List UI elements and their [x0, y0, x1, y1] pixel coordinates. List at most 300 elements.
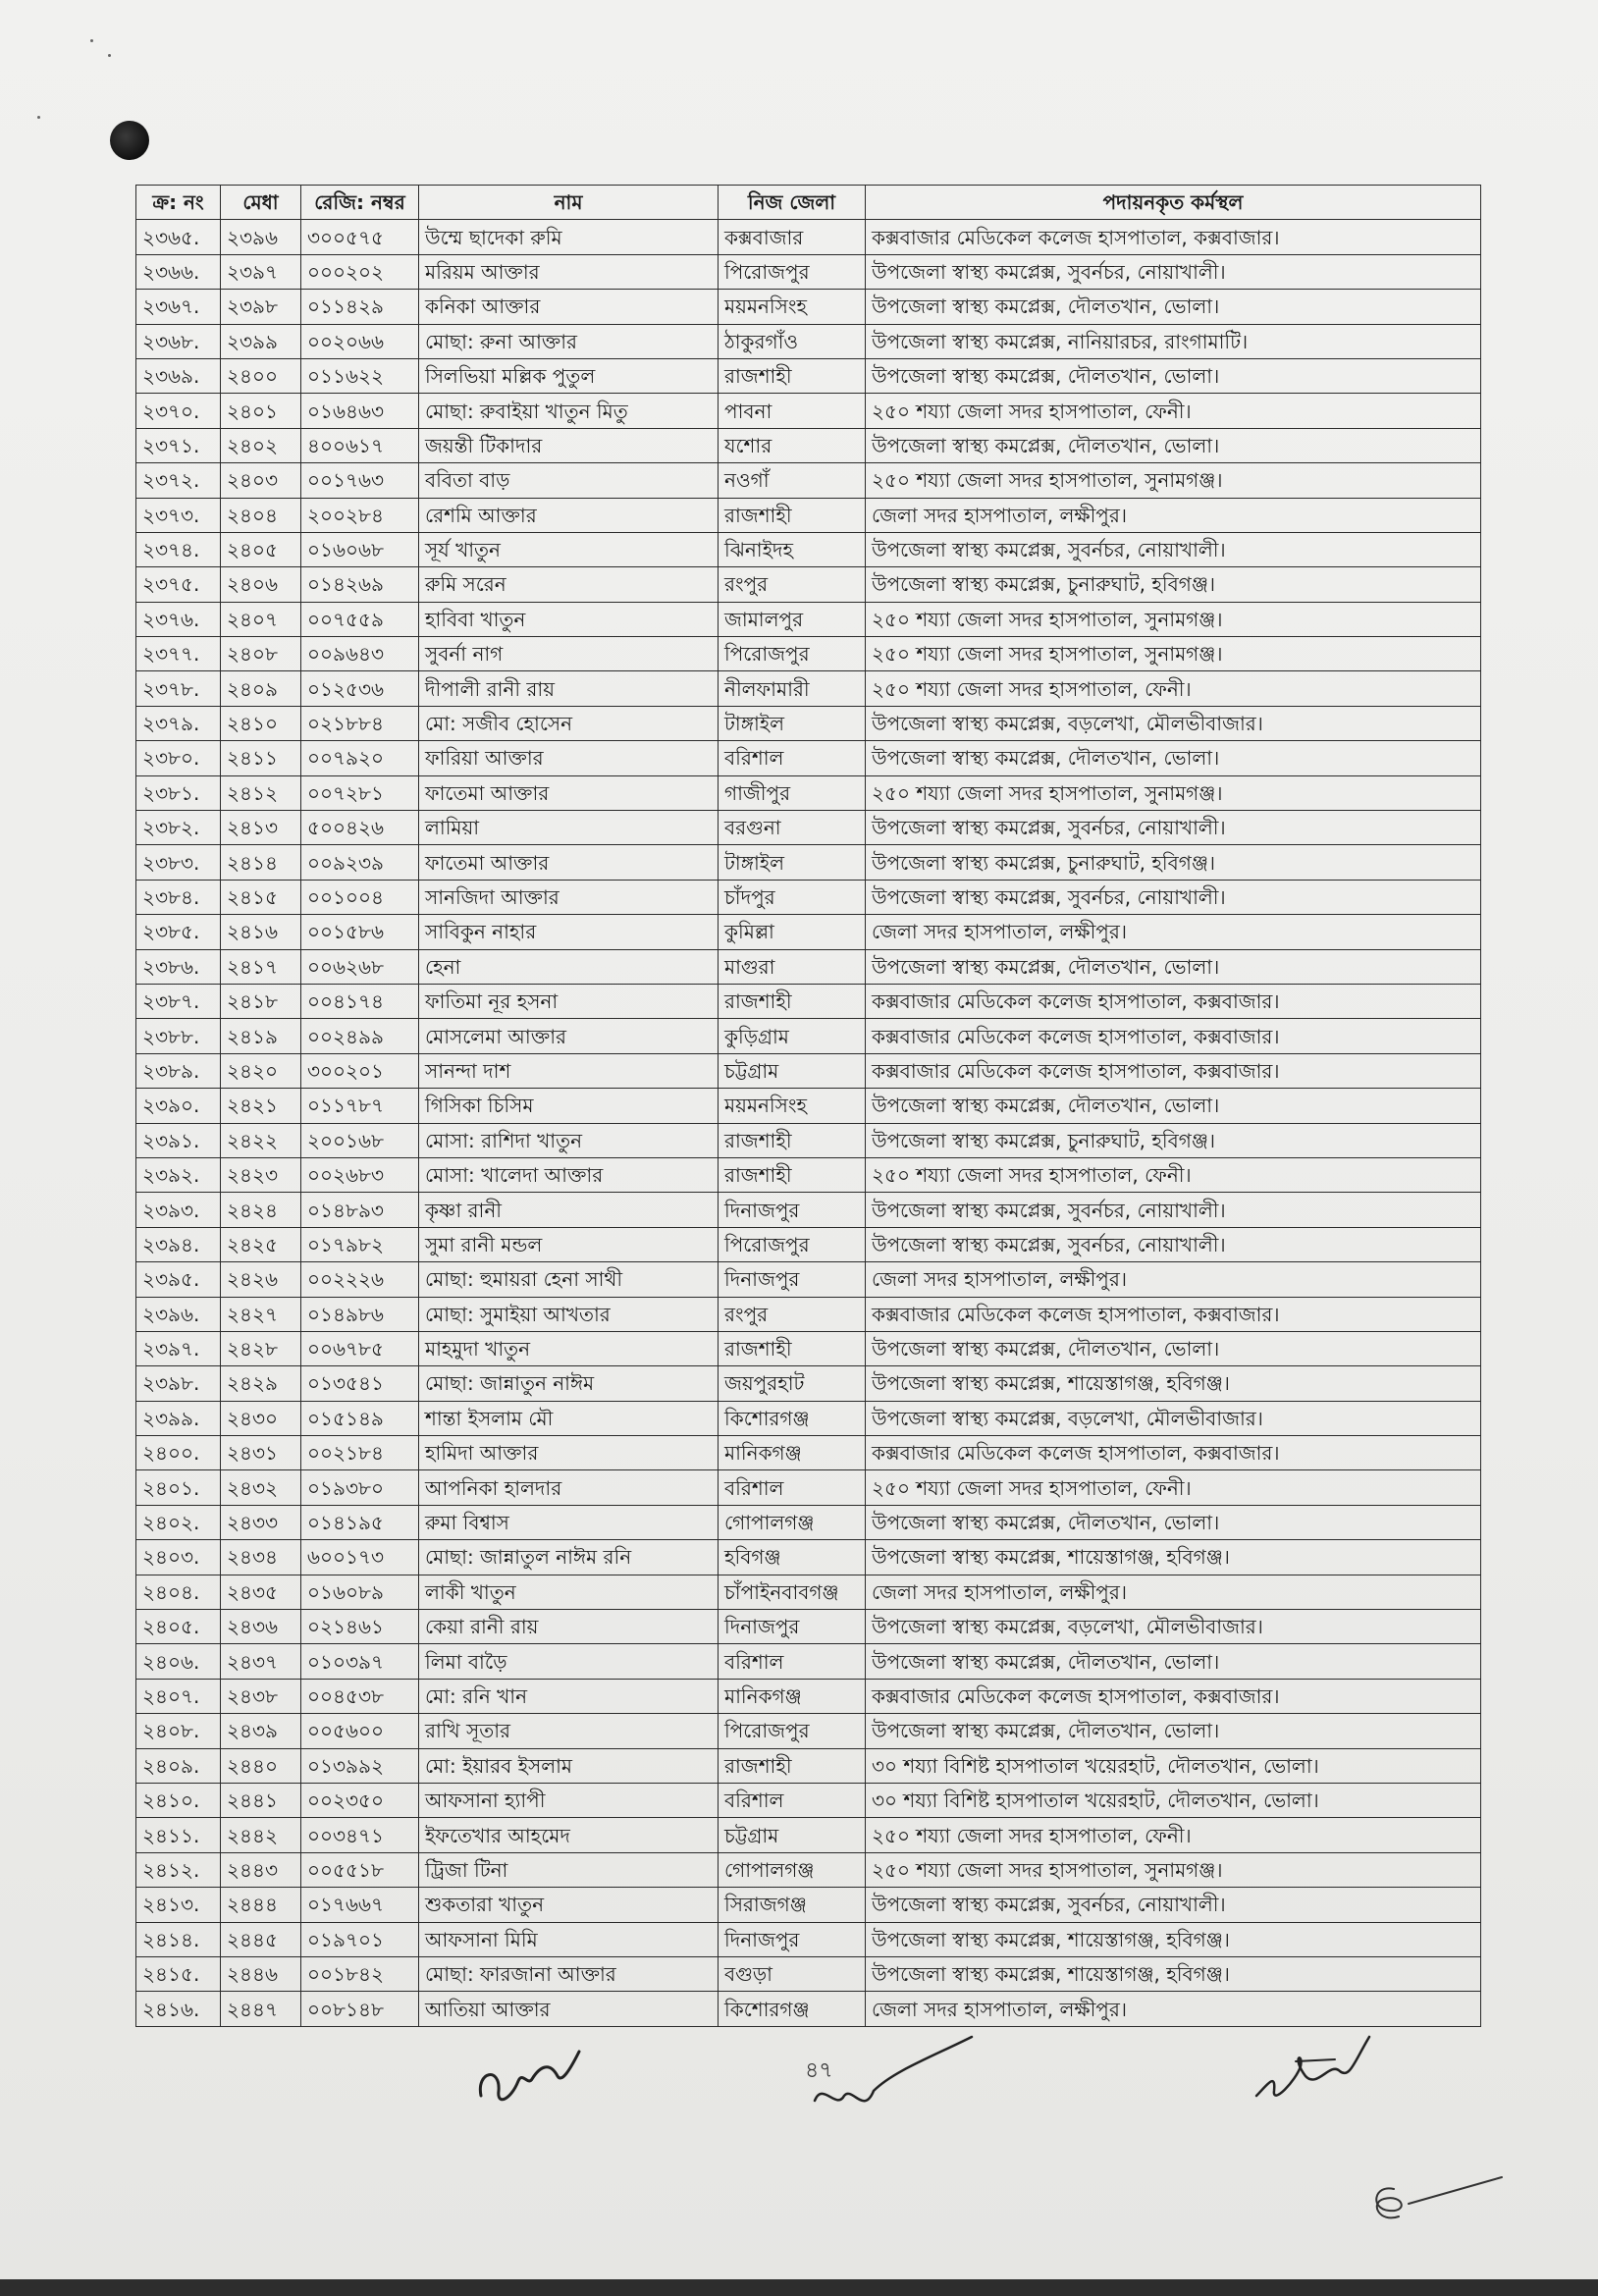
scan-speck	[90, 39, 93, 42]
cell-home-district: রাজশাহী	[719, 1331, 866, 1365]
cell-posting-place: ২৫০ শয্যা জেলা সদর হাসপাতাল, ফেনী।	[866, 671, 1481, 706]
cell-posting-place: উপজেলা স্বাস্থ্য কমপ্লেক্স, নানিয়ারচর, রাংগামাটি।	[866, 324, 1481, 358]
cell-serial: ২৩৮৩.	[136, 845, 221, 880]
cell-serial: ২৩৭৪.	[136, 532, 221, 566]
table-row	[136, 1123, 1481, 1157]
cell-posting-place: উপজেলা স্বাস্থ্য কমপ্লেক্স, বড়লেখা, মৌলভীবাজার।	[866, 1610, 1481, 1644]
cell-home-district: মানিকগঞ্জ	[719, 1679, 866, 1713]
header-reg-number: রেজি: নম্বর	[301, 186, 419, 220]
table-row	[136, 1053, 1481, 1088]
cell-posting-place: উপজেলা স্বাস্থ্য কমপ্লেক্স, চুনারুঘাট, হবিগঞ্জ।	[866, 845, 1481, 880]
table-row	[136, 949, 1481, 984]
cell-name: কেয়া রানী রায়	[419, 1610, 719, 1644]
cell-home-district: রাজশাহী	[719, 1157, 866, 1192]
cell-serial: ২৪০৫.	[136, 1610, 221, 1644]
cell-home-district: কুমিল্লা	[719, 915, 866, 949]
cell-serial: ২৪০১.	[136, 1470, 221, 1505]
cell-merit: ২৪১৬	[221, 915, 301, 949]
header-home-district: নিজ জেলা	[719, 186, 866, 220]
cell-reg-number: ০০২৬৮৩	[301, 1157, 419, 1192]
cell-home-district: চট্টগ্রাম	[719, 1818, 866, 1852]
cell-reg-number: ০০২৪৯৯	[301, 1019, 419, 1053]
cell-reg-number: ০১৬০৬৮	[301, 532, 419, 566]
cell-serial: ২৩৯৯.	[136, 1401, 221, 1435]
cell-serial: ২৩৮৫.	[136, 915, 221, 949]
cell-serial: ২৩৭০.	[136, 394, 221, 428]
cell-merit: ২৪৪৭	[221, 1992, 301, 2026]
cell-serial: ২৩৮৬.	[136, 949, 221, 984]
cell-merit: ২৪১৮	[221, 984, 301, 1018]
cell-reg-number: ০০৮১৪৮	[301, 1992, 419, 2026]
cell-reg-number: ০১১৭৮৭	[301, 1089, 419, 1123]
cell-serial: ২৪১০.	[136, 1783, 221, 1817]
cell-reg-number: ০১৬৪৬৩	[301, 394, 419, 428]
cell-merit: ২৪১৩	[221, 811, 301, 845]
cell-merit: ২৪২২	[221, 1123, 301, 1157]
cell-home-district: রাজশাহী	[719, 498, 866, 532]
table-row	[136, 1714, 1481, 1748]
cell-serial: ২৩৭৫.	[136, 567, 221, 602]
cell-home-district: বরিশাল	[719, 1783, 866, 1817]
cell-posting-place: উপজেলা স্বাস্থ্য কমপ্লেক্স, দৌলতখান, ভোলা।	[866, 1714, 1481, 1748]
cell-serial: ২৩৭৯.	[136, 706, 221, 740]
cell-merit: ২৪৪৩	[221, 1852, 301, 1887]
cell-reg-number: ০১৪৮৯৩	[301, 1193, 419, 1227]
cell-posting-place: উপজেলা স্বাস্থ্য কমপ্লেক্স, দৌলতখান, ভোলা।	[866, 741, 1481, 775]
cell-posting-place: উপজেলা স্বাস্থ্য কমপ্লেক্স, দৌলতখান, ভোলা।	[866, 358, 1481, 393]
cell-name: মোছা: হুমায়রা হেনা সাথী	[419, 1262, 719, 1297]
cell-posting-place: কক্সবাজার মেডিকেল কলেজ হাসপাতাল, কক্সবাজার।	[866, 1053, 1481, 1088]
cell-merit: ২৪১৯	[221, 1019, 301, 1053]
cell-serial: ২৩৭২.	[136, 463, 221, 498]
cell-home-district: কুড়িগ্রাম	[719, 1019, 866, 1053]
cell-reg-number: ০০৫৬০০	[301, 1714, 419, 1748]
cell-serial: ২৩৬৫.	[136, 220, 221, 254]
cell-name: ফারিয়া আক্তার	[419, 741, 719, 775]
cell-merit: ২৪৪০	[221, 1748, 301, 1783]
cell-posting-place: উপজেলা স্বাস্থ্য কমপ্লেক্স, দৌলতখান, ভোলা।	[866, 1505, 1481, 1539]
cell-serial: ২৩৯৬.	[136, 1297, 221, 1331]
cell-posting-place: উপজেলা স্বাস্থ্য কমপ্লেক্স, দৌলতখান, ভোলা।	[866, 949, 1481, 984]
cell-name: ফাতিমা নূর হসনা	[419, 984, 719, 1018]
table-row	[136, 1575, 1481, 1609]
cell-home-district: রাজশাহী	[719, 984, 866, 1018]
cell-merit: ২৪১৭	[221, 949, 301, 984]
table-row	[136, 1470, 1481, 1505]
cell-name: আপনিকা হালদার	[419, 1470, 719, 1505]
cell-serial: ২৪০৭.	[136, 1679, 221, 1713]
cell-home-district: রংপুর	[719, 567, 866, 602]
cell-merit: ২৪৩৪	[221, 1540, 301, 1575]
cell-name: হাবিবা খাতুন	[419, 602, 719, 636]
cell-name: মোছা: জান্নাতুন নাঈম	[419, 1366, 719, 1401]
cell-posting-place: কক্সবাজার মেডিকেল কলেজ হাসপাতাল, কক্সবাজার।	[866, 1679, 1481, 1713]
cell-reg-number: ০০১৭৬৩	[301, 463, 419, 498]
table-row	[136, 428, 1481, 462]
page-number: ৪৭	[805, 2058, 833, 2083]
table-row	[136, 463, 1481, 498]
cell-merit: ২৪১২	[221, 775, 301, 810]
cell-serial: ২৩৮১.	[136, 775, 221, 810]
cell-reg-number: ২০০২৮৪	[301, 498, 419, 532]
table-row	[136, 1436, 1481, 1470]
cell-merit: ২৪৩৯	[221, 1714, 301, 1748]
cell-posting-place: জেলা সদর হাসপাতাল, লক্ষীপুর।	[866, 915, 1481, 949]
cell-serial: ২৩৯০.	[136, 1089, 221, 1123]
cell-merit: ২৪০২	[221, 428, 301, 462]
cell-name: মোছা: রুবাইয়া খাতুন মিতু	[419, 394, 719, 428]
cell-name: সুমা রানী মন্ডল	[419, 1227, 719, 1261]
cell-reg-number: ০১৩৫৪১	[301, 1366, 419, 1401]
cell-merit: ২৪২৫	[221, 1227, 301, 1261]
table-header-row	[136, 186, 1481, 220]
cell-reg-number: ০১১৬২২	[301, 358, 419, 393]
cell-merit: ২৪০৫	[221, 532, 301, 566]
cell-posting-place: জেলা সদর হাসপাতাল, লক্ষীপুর।	[866, 498, 1481, 532]
cell-merit: ২৪১৫	[221, 880, 301, 914]
cell-posting-place: ৩০ শয্যা বিশিষ্ট হাসপাতাল খয়েরহাট, দৌলতখান, ভোলা।	[866, 1748, 1481, 1783]
cell-name: ববিতা বাড়	[419, 463, 719, 498]
cell-home-district: যশোর	[719, 428, 866, 462]
table-row	[136, 1679, 1481, 1713]
cell-reg-number: ৬০০১৭৩	[301, 1540, 419, 1575]
cell-reg-number: ০০৫৫১৮	[301, 1852, 419, 1887]
scan-speck	[37, 116, 40, 119]
cell-reg-number: ০১৪২৬৯	[301, 567, 419, 602]
cell-posting-place: কক্সবাজার মেডিকেল কলেজ হাসপাতাল, কক্সবাজার।	[866, 1436, 1481, 1470]
cell-home-district: দিনাজপুর	[719, 1193, 866, 1227]
cell-serial: ২৩৭৩.	[136, 498, 221, 532]
cell-posting-place: উপজেলা স্বাস্থ্য কমপ্লেক্স, দৌলতখান, ভোলা।	[866, 1089, 1481, 1123]
cell-home-district: রংপুর	[719, 1297, 866, 1331]
cell-posting-place: কক্সবাজার মেডিকেল কলেজ হাসপাতাল, কক্সবাজার।	[866, 1019, 1481, 1053]
cell-home-district: পিরোজপুর	[719, 1714, 866, 1748]
cell-name: মরিয়ম আক্তার	[419, 254, 719, 289]
cell-home-district: চট্টগ্রাম	[719, 1053, 866, 1088]
table-row	[136, 741, 1481, 775]
cell-posting-place: কক্সবাজার মেডিকেল কলেজ হাসপাতাল, কক্সবাজার।	[866, 220, 1481, 254]
cell-name: আতিয়া আক্তার	[419, 1992, 719, 2026]
cell-name: কনিকা আক্তার	[419, 290, 719, 324]
cell-reg-number: ০০৩৪৭১	[301, 1818, 419, 1852]
cell-serial: ২৪১২.	[136, 1852, 221, 1887]
cell-serial: ২৩৬৮.	[136, 324, 221, 358]
cell-posting-place: উপজেলা স্বাস্থ্য কমপ্লেক্স, বড়লেখা, মৌলভীবাজার।	[866, 706, 1481, 740]
table-row	[136, 1401, 1481, 1435]
table-row	[136, 1262, 1481, 1297]
cell-merit: ২৪৩৬	[221, 1610, 301, 1644]
cell-posting-place: উপজেলা স্বাস্থ্য কমপ্লেক্স, সুবর্নচর, নোয়াখালী।	[866, 1888, 1481, 1922]
cell-merit: ২৪১৪	[221, 845, 301, 880]
signature-right	[1247, 2032, 1374, 2120]
cell-serial: ২৪০৪.	[136, 1575, 221, 1609]
cell-name: সূর্য খাতুন	[419, 532, 719, 566]
cell-posting-place: ২৫০ শয্যা জেলা সদর হাসপাতাল, সুনামগঞ্জ।	[866, 1852, 1481, 1887]
cell-posting-place: কক্সবাজার মেডিকেল কলেজ হাসপাতাল, কক্সবাজার।	[866, 984, 1481, 1018]
signature-left	[471, 2042, 589, 2120]
cell-merit: ২৪২৩	[221, 1157, 301, 1192]
cell-name: মো: সজীব হোসেন	[419, 706, 719, 740]
cell-home-district: বরগুনা	[719, 811, 866, 845]
table-row	[136, 220, 1481, 254]
cell-home-district: পিরোজপুর	[719, 254, 866, 289]
cell-posting-place: উপজেলা স্বাস্থ্য কমপ্লেক্স, দৌলতখান, ভোলা।	[866, 428, 1481, 462]
table-row	[136, 637, 1481, 671]
cell-reg-number: ২০০১৬৮	[301, 1123, 419, 1157]
cell-home-district: বগুড়া	[719, 1956, 866, 1991]
cell-posting-place: উপজেলা স্বাস্থ্য কমপ্লেক্স, দৌলতখান, ভোলা।	[866, 1644, 1481, 1679]
cell-reg-number: ০১৪৯৮৬	[301, 1297, 419, 1331]
cell-home-district: গোপালগঞ্জ	[719, 1505, 866, 1539]
cell-reg-number: ০১৭৬৬৭	[301, 1888, 419, 1922]
cell-home-district: বরিশাল	[719, 1470, 866, 1505]
cell-name: হেনা	[419, 949, 719, 984]
cell-serial: ২৪০৬.	[136, 1644, 221, 1679]
cell-home-district: সিরাজগঞ্জ	[719, 1888, 866, 1922]
cell-name: রুমি সরেন	[419, 567, 719, 602]
cell-posting-place: উপজেলা স্বাস্থ্য কমপ্লেক্স, শায়েস্তাগঞ্জ, হবিগঞ্জ।	[866, 1366, 1481, 1401]
cell-reg-number: ০১৭৯৮২	[301, 1227, 419, 1261]
cell-name: সাবিকুন নাহার	[419, 915, 719, 949]
cell-home-district: গোপালগঞ্জ	[719, 1852, 866, 1887]
cell-merit: ২৪০০	[221, 358, 301, 393]
cell-posting-place: উপজেলা স্বাস্থ্য কমপ্লেক্স, শায়েস্তাগঞ্জ, হবিগঞ্জ।	[866, 1956, 1481, 1991]
cell-home-district: কিশোরগঞ্জ	[719, 1401, 866, 1435]
table-row	[136, 811, 1481, 845]
cell-posting-place: উপজেলা স্বাস্থ্য কমপ্লেক্স, চুনারুঘাট, হবিগঞ্জ।	[866, 1123, 1481, 1157]
cell-merit: ২৪৪২	[221, 1818, 301, 1852]
cell-merit: ২৪২৯	[221, 1366, 301, 1401]
cell-name: মোসলেমা আক্তার	[419, 1019, 719, 1053]
cell-name: মোছা: জান্নাতুল নাঈম রনি	[419, 1540, 719, 1575]
scan-speck	[108, 54, 111, 57]
cell-serial: ২৪১৬.	[136, 1992, 221, 2026]
mark-bottom-right	[1355, 2169, 1512, 2228]
cell-reg-number: ০০২৩৫০	[301, 1783, 419, 1817]
cell-serial: ২৪০২.	[136, 1505, 221, 1539]
cell-reg-number: ০০৬২৬৮	[301, 949, 419, 984]
cell-posting-place: ২৫০ শয্যা জেলা সদর হাসপাতাল, সুনামগঞ্জ।	[866, 463, 1481, 498]
cell-home-district: ময়মনসিংহ	[719, 290, 866, 324]
cell-posting-place: উপজেলা স্বাস্থ্য কমপ্লেক্স, শায়েস্তাগঞ্জ, হবিগঞ্জ।	[866, 1540, 1481, 1575]
cell-merit: ২৪৩২	[221, 1470, 301, 1505]
cell-merit: ২৪৪৪	[221, 1888, 301, 1922]
cell-home-district: বরিশাল	[719, 741, 866, 775]
table-row	[136, 1992, 1481, 2026]
table-row	[136, 671, 1481, 706]
cell-reg-number: ০২১৮৮৪	[301, 706, 419, 740]
cell-merit: ২৪৪১	[221, 1783, 301, 1817]
table-row	[136, 1610, 1481, 1644]
cell-home-district: পাবনা	[719, 394, 866, 428]
table-row	[136, 984, 1481, 1018]
cell-posting-place: উপজেলা স্বাস্থ্য কমপ্লেক্স, সুবর্নচর, নোয়াখালী।	[866, 880, 1481, 914]
cell-name: ফাতেমা আক্তার	[419, 845, 719, 880]
cell-posting-place: ২৫০ শয্যা জেলা সদর হাসপাতাল, সুনামগঞ্জ।	[866, 637, 1481, 671]
cell-serial: ২৩৯১.	[136, 1123, 221, 1157]
cell-merit: ২৪০১	[221, 394, 301, 428]
cell-reg-number: ০০৯৬৪৩	[301, 637, 419, 671]
cell-posting-place: ২৫০ শয্যা জেলা সদর হাসপাতাল, ফেনী।	[866, 1470, 1481, 1505]
cell-posting-place: জেলা সদর হাসপাতাল, লক্ষীপুর।	[866, 1575, 1481, 1609]
cell-serial: ২৩৬৯.	[136, 358, 221, 393]
header-merit: মেধা	[221, 186, 301, 220]
cell-home-district: চাঁপাইনবাবগঞ্জ	[719, 1575, 866, 1609]
cell-home-district: বরিশাল	[719, 1644, 866, 1679]
cell-home-district: রাজশাহী	[719, 1123, 866, 1157]
cell-serial: ২৩৯৫.	[136, 1262, 221, 1297]
header-posting-place: পদায়নকৃত কর্মস্থল	[866, 186, 1481, 220]
cell-home-district: দিনাজপুর	[719, 1922, 866, 1956]
cell-merit: ২৪১০	[221, 706, 301, 740]
cell-merit: ২৪০৯	[221, 671, 301, 706]
cell-name: আফসানা হ্যাপী	[419, 1783, 719, 1817]
cell-reg-number: ০০৯২৩৯	[301, 845, 419, 880]
cell-reg-number: ০০২২২৬	[301, 1262, 419, 1297]
cell-serial: ২৩৭৭.	[136, 637, 221, 671]
cell-serial: ২৩৯৩.	[136, 1193, 221, 1227]
cell-name: আফসানা মিমি	[419, 1922, 719, 1956]
table-row	[136, 394, 1481, 428]
cell-reg-number: ০০৭৯২০	[301, 741, 419, 775]
cell-home-district: কিশোরগঞ্জ	[719, 1992, 866, 2026]
cell-serial: ২৩৮৭.	[136, 984, 221, 1018]
cell-home-district: জয়পুরহাট	[719, 1366, 866, 1401]
cell-posting-place: জেলা সদর হাসপাতাল, লক্ষীপুর।	[866, 1262, 1481, 1297]
cell-home-district: মানিকগঞ্জ	[719, 1436, 866, 1470]
cell-posting-place: উপজেলা স্বাস্থ্য কমপ্লেক্স, সুবর্নচর, নোয়াখালী।	[866, 254, 1481, 289]
header-name: নাম	[419, 186, 719, 220]
cell-merit: ২৪০৭	[221, 602, 301, 636]
cell-name: জয়ন্তী টিকাদার	[419, 428, 719, 462]
cell-name: রুমা বিশ্বাস	[419, 1505, 719, 1539]
cell-posting-place: উপজেলা স্বাস্থ্য কমপ্লেক্স, শায়েস্তাগঞ্জ, হবিগঞ্জ।	[866, 1922, 1481, 1956]
cell-serial: ২৪০৯.	[136, 1748, 221, 1783]
table-row	[136, 1852, 1481, 1887]
cell-name: ইফতেখার আহমেদ	[419, 1818, 719, 1852]
cell-posting-place: ২৫০ শয্যা জেলা সদর হাসপাতাল, ফেনী।	[866, 1157, 1481, 1192]
cell-reg-number: ৫০০৪২৬	[301, 811, 419, 845]
cell-name: সানন্দা দাশ	[419, 1053, 719, 1088]
cell-merit: ২৪৪৬	[221, 1956, 301, 1991]
cell-reg-number: ০১৩৯৯২	[301, 1748, 419, 1783]
table-row	[136, 1644, 1481, 1679]
cell-reg-number: ০১৯৭০১	[301, 1922, 419, 1956]
cell-reg-number: ০১২৫৩৬	[301, 671, 419, 706]
cell-posting-place: ২৫০ শয্যা জেলা সদর হাসপাতাল, সুনামগঞ্জ।	[866, 602, 1481, 636]
cell-merit: ২৪০৪	[221, 498, 301, 532]
cell-merit: ২৪৪৫	[221, 1922, 301, 1956]
cell-serial: ২৪১১.	[136, 1818, 221, 1852]
cell-posting-place: উপজেলা স্বাস্থ্য কমপ্লেক্স, সুবর্নচর, নোয়াখালী।	[866, 1227, 1481, 1261]
cell-name: ফাতেমা আক্তার	[419, 775, 719, 810]
cell-posting-place: উপজেলা স্বাস্থ্য কমপ্লেক্স, সুবর্নচর, নোয়াখালী।	[866, 1193, 1481, 1227]
cell-reg-number: ০০১০০৪	[301, 880, 419, 914]
cell-merit: ২৪৩৩	[221, 1505, 301, 1539]
cell-serial: ২৪১৪.	[136, 1922, 221, 1956]
table-row	[136, 602, 1481, 636]
cell-name: রাখি সূতার	[419, 1714, 719, 1748]
table-row	[136, 358, 1481, 393]
cell-home-district: টাঙ্গাইল	[719, 706, 866, 740]
cell-reg-number: ০০৭২৮১	[301, 775, 419, 810]
cell-name: রেশমি আক্তার	[419, 498, 719, 532]
cell-home-district: মাগুরা	[719, 949, 866, 984]
table-row	[136, 1505, 1481, 1539]
cell-name: মো: রনি খান	[419, 1679, 719, 1713]
table-row	[136, 1540, 1481, 1575]
cell-serial: ২৩৮০.	[136, 741, 221, 775]
cell-reg-number: ৪০০৬১৭	[301, 428, 419, 462]
cell-serial: ২৩৮৮.	[136, 1019, 221, 1053]
table-row	[136, 324, 1481, 358]
cell-reg-number: ০০৪৫৩৮	[301, 1679, 419, 1713]
cell-merit: ২৪৩৮	[221, 1679, 301, 1713]
cell-merit: ২৪৩৭	[221, 1644, 301, 1679]
cell-posting-place: ২৫০ শয্যা জেলা সদর হাসপাতাল, ফেনী।	[866, 394, 1481, 428]
cell-name: শান্তা ইসলাম মৌ	[419, 1401, 719, 1435]
cell-serial: ২৩৯৭.	[136, 1331, 221, 1365]
cell-reg-number: ০১৯৩৮০	[301, 1470, 419, 1505]
table-body	[136, 220, 1481, 2026]
cell-home-district: দিনাজপুর	[719, 1262, 866, 1297]
cell-home-district: হবিগঞ্জ	[719, 1540, 866, 1575]
cell-posting-place: ২৫০ শয্যা জেলা সদর হাসপাতাল, ফেনী।	[866, 1818, 1481, 1852]
cell-merit: ২৪৩৫	[221, 1575, 301, 1609]
cell-home-district: জামালপুর	[719, 602, 866, 636]
cell-name: লামিয়া	[419, 811, 719, 845]
cell-reg-number: ০০৬৭৮৫	[301, 1331, 419, 1365]
table-row	[136, 1748, 1481, 1783]
cell-name: সুবর্না নাগ	[419, 637, 719, 671]
table-row	[136, 1089, 1481, 1123]
cell-name: সানজিদা আক্তার	[419, 880, 719, 914]
cell-serial: ২৩৯২.	[136, 1157, 221, 1192]
cell-reg-number: ০১৬০৮৯	[301, 1575, 419, 1609]
cell-serial: ২৩৭৬.	[136, 602, 221, 636]
table-row	[136, 1157, 1481, 1192]
cell-reg-number: ০০১৮৪২	[301, 1956, 419, 1991]
cell-home-district: নীলফামারী	[719, 671, 866, 706]
cell-name: মোছা: রুনা আক্তার	[419, 324, 719, 358]
cell-serial: ২৩৬৭.	[136, 290, 221, 324]
cell-name: মাহমুদা খাতুন	[419, 1331, 719, 1365]
cell-posting-place: কক্সবাজার মেডিকেল কলেজ হাসপাতাল, কক্সবাজার।	[866, 1297, 1481, 1331]
table-row	[136, 532, 1481, 566]
cell-serial: ২৪০৮.	[136, 1714, 221, 1748]
cell-home-district: রাজশাহী	[719, 1748, 866, 1783]
cell-posting-place: উপজেলা স্বাস্থ্য কমপ্লেক্স, দৌলতখান, ভোলা।	[866, 1331, 1481, 1365]
cell-serial: ২৪১৫.	[136, 1956, 221, 1991]
cell-name: উম্মে ছাদেকা রুমি	[419, 220, 719, 254]
cell-name: কৃষ্ণা রানী	[419, 1193, 719, 1227]
table-row	[136, 254, 1481, 289]
cell-home-district: ময়মনসিংহ	[719, 1089, 866, 1123]
table-row	[136, 1818, 1481, 1852]
cell-merit: ২৪২০	[221, 1053, 301, 1088]
cell-serial: ২৩৮৯.	[136, 1053, 221, 1088]
cell-home-district: ঝিনাইদহ	[719, 532, 866, 566]
signature-middle	[805, 2032, 982, 2125]
table-row	[136, 567, 1481, 602]
cell-serial: ২৩৯৮.	[136, 1366, 221, 1401]
cell-posting-place: ২৫০ শয্যা জেলা সদর হাসপাতাল, সুনামগঞ্জ।	[866, 775, 1481, 810]
cell-home-district: কক্সবাজার	[719, 220, 866, 254]
cell-serial: ২৪১৩.	[136, 1888, 221, 1922]
cell-merit: ২৪০৮	[221, 637, 301, 671]
cell-posting-place: উপজেলা স্বাস্থ্য কমপ্লেক্স, বড়লেখা, মৌলভীবাজার।	[866, 1401, 1481, 1435]
table-row	[136, 1297, 1481, 1331]
